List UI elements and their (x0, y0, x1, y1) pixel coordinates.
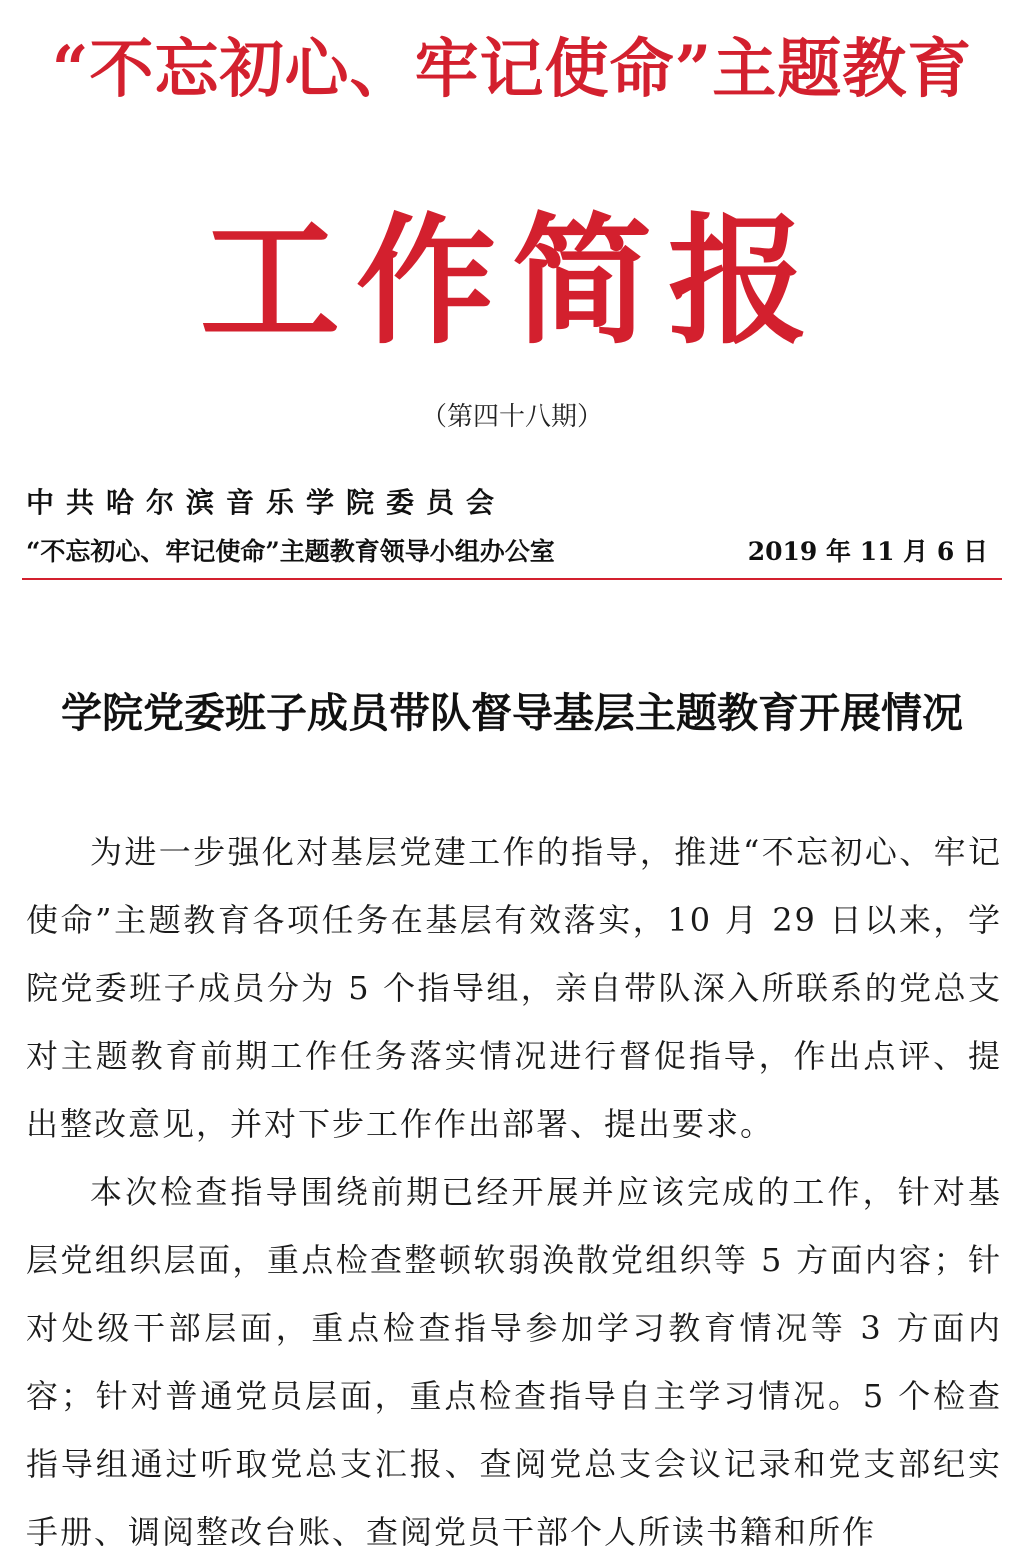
issue-number: （第四十八期） (420, 402, 603, 432)
publisher-organization: 中共哈尔滨音乐学院委员会 (26, 486, 507, 519)
theme-banner-title: “不忘初心、牢记使命”主题教育 (51, 32, 973, 107)
article-paragraph: 为进一步强化对基层党建工作的指导，推进“不忘初心、牢记使命”主题教育各项任务在基层有效落实，10 月 29 日以来，学院党委班子成员分为 5 个指导组，亲自带队深入所联系的党总支对主题教育前期工作任务落实情况进行督促指导，作出点评、提出整改意见，并对下步工作作出部署、提出要求。 (26, 833, 1002, 1143)
header-divider (22, 578, 1002, 580)
publish-date: 2019 年 11 月 6 日 (747, 537, 988, 566)
article-paragraph: 本次检查指导围绕前期已经开展并应该完成的工作，针对基层党组织层面，重点检查整顿软弱涣散党组织等 5 方面内容；针对处级干部层面，重点检查指导参加学习教育情况等 3 方面内容；针对普通党员层面，重点检查指导自主学习情况。5 个检查指导组通过听取党总支汇报、查阅党总支会议记录和党支部纪实手册、调阅整改台账、查阅党员干部个人所读书籍和所作 (26, 1173, 1002, 1551)
article-title: 学院党委班子成员带队督导基层主题教育开展情况 (61, 689, 963, 737)
article-body (26, 818, 1002, 1559)
publisher-office: “不忘初心、牢记使命”主题教育领导小组办公室 (26, 537, 555, 566)
masthead-title: 工作简报 (199, 200, 824, 364)
